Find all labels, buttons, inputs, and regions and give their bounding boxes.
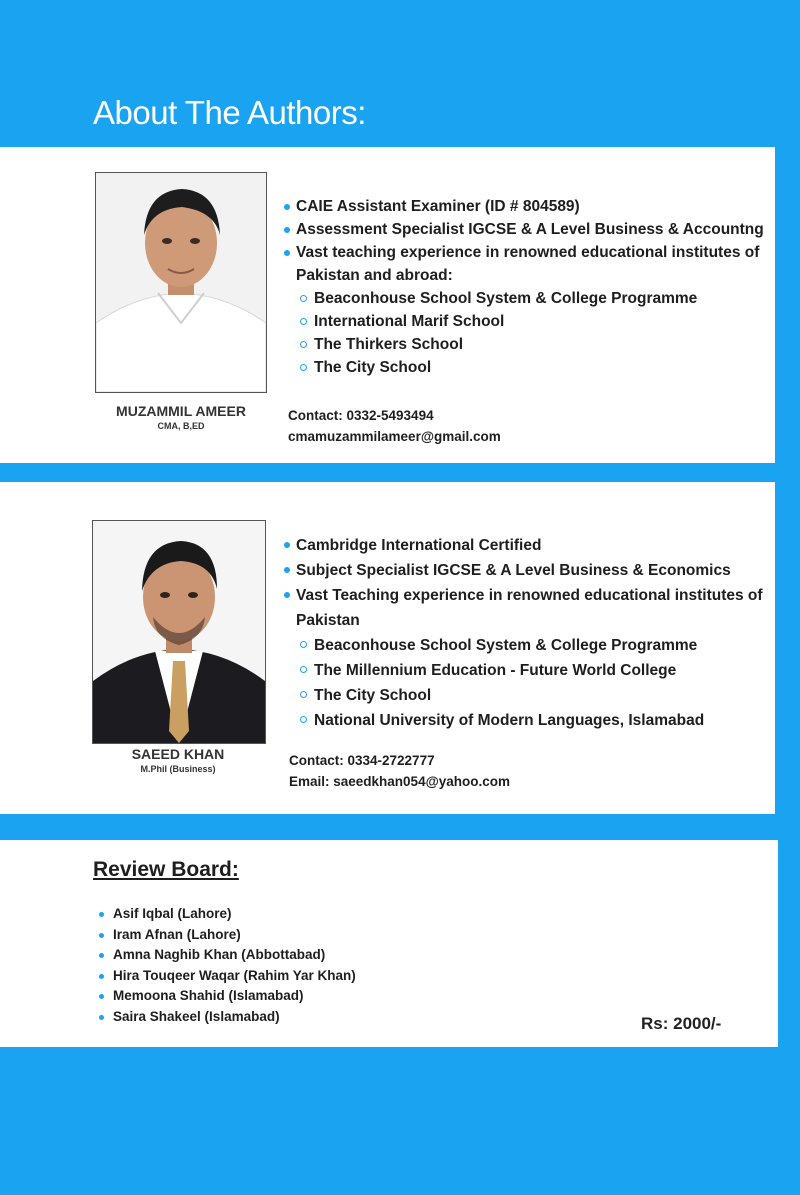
bullet-icon	[284, 204, 290, 210]
author-name: MUZAMMIL AMEER	[116, 403, 246, 419]
list-item: Iram Afnan (Lahore)	[99, 925, 356, 946]
list-item: Beaconhouse School System & College Programme	[300, 633, 772, 658]
bullet-icon	[99, 933, 104, 938]
circle-bullet-icon	[300, 295, 307, 302]
list-item: The Millennium Education - Future World College	[300, 658, 772, 683]
contact-phone: Contact: 0334-2722777	[289, 753, 435, 768]
list-item: Beaconhouse School System & College Programme	[300, 287, 774, 310]
list-item: Memoona Shahid (Islamabad)	[99, 986, 356, 1007]
author-photo-icon	[92, 520, 266, 744]
list-item: Hira Touqeer Waqar (Rahim Yar Khan)	[99, 966, 356, 987]
list-item: The City School	[300, 356, 774, 379]
list-item: Vast teaching experience in renowned educational institutes of Pakistan and abroad: Beaconhouse School System & College Programme International Marif School The Thirkers School The City School	[284, 241, 774, 379]
list-item: CAIE Assistant Examiner (ID # 804589)	[284, 195, 774, 218]
author-degree: M.Phil (Business)	[140, 764, 216, 774]
author-photo-icon	[95, 172, 267, 393]
circle-bullet-icon	[300, 318, 307, 325]
author-qualifications	[284, 533, 772, 733]
list-item: Amna Naghib Khan (Abbottabad)	[99, 945, 356, 966]
bullet-icon	[284, 542, 290, 548]
bullet-icon	[284, 592, 290, 598]
bullet-icon	[99, 994, 104, 999]
list-item: Cambridge International Certified	[284, 533, 772, 558]
author-qualifications	[284, 195, 774, 379]
contact-phone: Contact: 0332-5493494	[288, 408, 434, 423]
author-name: SAEED KHAN	[131, 746, 225, 762]
author-card-1	[0, 147, 775, 463]
circle-bullet-icon	[300, 666, 307, 673]
review-board-list	[99, 904, 356, 1027]
list-item: Assessment Specialist IGCSE & A Level Business & Accountng	[284, 218, 774, 241]
author-contact	[289, 750, 510, 792]
author-card-2	[0, 482, 775, 814]
review-board-title: Review Board:	[93, 858, 239, 881]
list-item: The Thirkers School	[300, 333, 774, 356]
list-item: National University of Modern Languages, Islamabad	[300, 708, 772, 733]
list-item: International Marif School	[300, 310, 774, 333]
bullet-icon	[99, 974, 104, 979]
author-degree: CMA, B,ED	[157, 421, 205, 431]
school-list	[296, 633, 772, 733]
contact-email[interactable]: cmamuzammilameer@gmail.com	[288, 429, 501, 444]
school-list	[296, 287, 774, 379]
list-item: Saira Shakeel (Islamabad)	[99, 1007, 356, 1028]
author-contact	[288, 405, 501, 447]
circle-bullet-icon	[300, 341, 307, 348]
page-title: About The Authors:	[93, 94, 366, 131]
price-label: Rs: 2000/-	[641, 1014, 722, 1033]
circle-bullet-icon	[300, 364, 307, 371]
list-item: Vast Teaching experience in renowned educational institutes of Pakistan Beaconhouse School System & College Programme The Millennium Education - Future World College The City School National University of Modern Languages, Islamabad	[284, 583, 772, 733]
bullet-icon	[284, 250, 290, 256]
bullet-icon	[284, 567, 290, 573]
bullet-icon	[99, 912, 104, 917]
bullet-icon	[99, 1015, 104, 1020]
contact-email[interactable]: Email: saeedkhan054@yahoo.com	[289, 774, 511, 789]
circle-bullet-icon	[300, 716, 307, 723]
circle-bullet-icon	[300, 641, 307, 648]
list-item: Asif Iqbal (Lahore)	[99, 904, 356, 925]
review-board-card	[0, 840, 778, 1047]
list-item: The City School	[300, 683, 772, 708]
bullet-icon	[284, 227, 290, 233]
bullet-icon	[99, 953, 104, 958]
circle-bullet-icon	[300, 691, 307, 698]
list-item: Subject Specialist IGCSE & A Level Business & Economics	[284, 558, 772, 583]
